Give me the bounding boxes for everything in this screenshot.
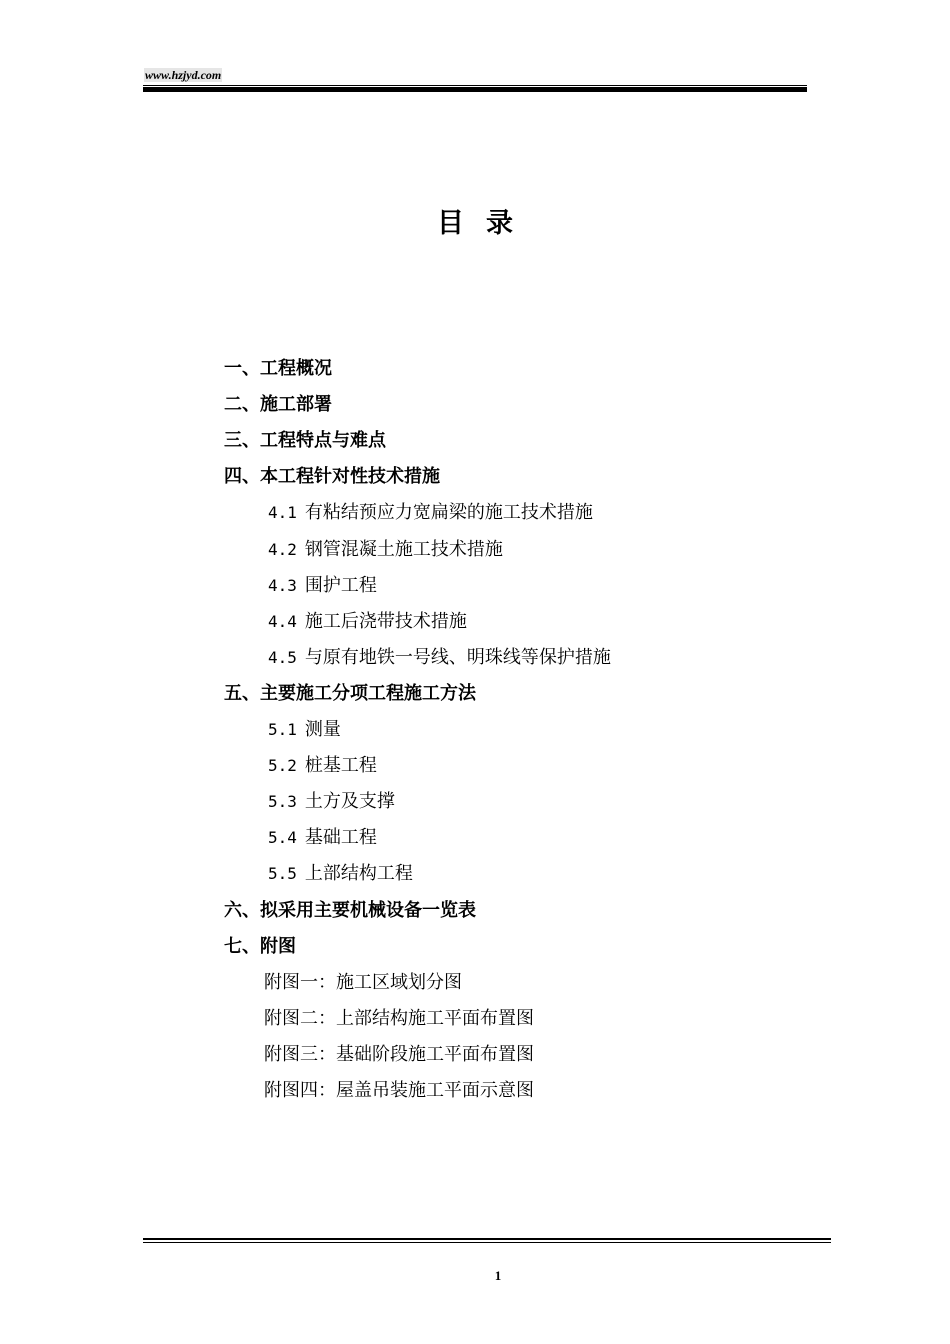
toc-entry-label: 上部结构工程 (304, 863, 413, 884)
toc-entry-label: 测量 (304, 719, 341, 740)
toc-entry-label: 六、拟采用主要机械设备一览表 (224, 900, 476, 921)
toc-entry-level-1[interactable] (224, 387, 332, 423)
toc-entry-level-1[interactable] (224, 893, 476, 929)
toc-entry-number: 5.4 (268, 828, 297, 847)
toc-entry-number: 4.4 (268, 612, 297, 631)
toc-entry-label: 附图二：上部结构施工平面布置图 (264, 1008, 534, 1029)
toc-entry-level-3[interactable] (264, 1001, 534, 1037)
toc-entry-label: 有粘结预应力宽扁梁的施工技术措施 (304, 502, 593, 523)
toc-entry-level-2[interactable] (268, 856, 413, 892)
page-number: 1 (494, 1268, 502, 1283)
toc-entry-label: 七、附图 (224, 936, 296, 957)
toc-entry-number: 4.2 (268, 540, 297, 559)
toc-entry-level-2[interactable] (268, 495, 593, 531)
toc-entry-label: 一、工程概况 (224, 358, 332, 379)
toc-entry-level-2[interactable] (268, 712, 341, 748)
toc-entry-level-3[interactable] (264, 965, 462, 1001)
toc-entry-number: 4.3 (268, 576, 297, 595)
toc-entry-number: 5.2 (268, 756, 297, 775)
toc-entry-number: 5.1 (268, 720, 297, 739)
toc-entry-level-2[interactable] (268, 568, 377, 604)
toc-entry-number: 5.5 (268, 864, 297, 883)
toc-entry-label: 钢管混凝土施工技术措施 (304, 539, 503, 560)
toc-entry-level-2[interactable] (268, 784, 395, 820)
toc-entry-label: 土方及支撑 (304, 791, 395, 812)
toc-entry-level-3[interactable] (264, 1073, 534, 1109)
toc-entry-number: 5.3 (268, 792, 297, 811)
toc-entry-label: 桩基工程 (304, 755, 377, 776)
toc-entry-label: 与原有地铁一号线、明珠线等保护措施 (304, 647, 611, 668)
header-divider-thin (143, 85, 807, 86)
toc-entry-label: 附图四：屋盖吊装施工平面示意图 (264, 1080, 534, 1101)
toc-entry-level-1[interactable] (224, 459, 440, 495)
header-divider-thick (143, 87, 807, 92)
page-title: 目录 (437, 208, 535, 239)
toc-entry-level-1[interactable] (224, 351, 332, 387)
toc-entry-label: 施工后浇带技术措施 (304, 611, 467, 632)
toc-entry-level-2[interactable] (268, 820, 377, 856)
toc-entry-level-2[interactable] (268, 640, 611, 676)
toc-entry-number: 4.5 (268, 648, 297, 667)
toc-entry-label: 三、工程特点与难点 (224, 430, 386, 451)
toc-entry-label: 二、施工部署 (224, 394, 332, 415)
toc-entry-label: 四、本工程针对性技术措施 (224, 466, 440, 487)
toc-entry-level-2[interactable] (268, 748, 377, 784)
toc-entry-label: 围护工程 (304, 575, 377, 596)
toc-entry-label: 附图三：基础阶段施工平面布置图 (264, 1044, 534, 1065)
toc-entry-level-1[interactable] (224, 929, 296, 965)
header-site-url: www.hzjyd.com (145, 68, 222, 82)
toc-entry-level-3[interactable] (264, 1037, 534, 1073)
footer-divider-thick (143, 1238, 831, 1240)
toc-entry-label: 附图一：施工区域划分图 (264, 972, 462, 993)
toc-entry-number: 4.1 (268, 503, 297, 522)
toc-entry-label: 五、主要施工分项工程施工方法 (224, 683, 476, 704)
toc-entry-level-1[interactable] (224, 423, 386, 459)
toc-entry-level-2[interactable] (268, 604, 467, 640)
footer-divider-thin (143, 1242, 831, 1243)
toc-entry-level-1[interactable] (224, 676, 476, 712)
toc-entry-level-2[interactable] (268, 532, 503, 568)
toc-entry-label: 基础工程 (304, 827, 377, 848)
